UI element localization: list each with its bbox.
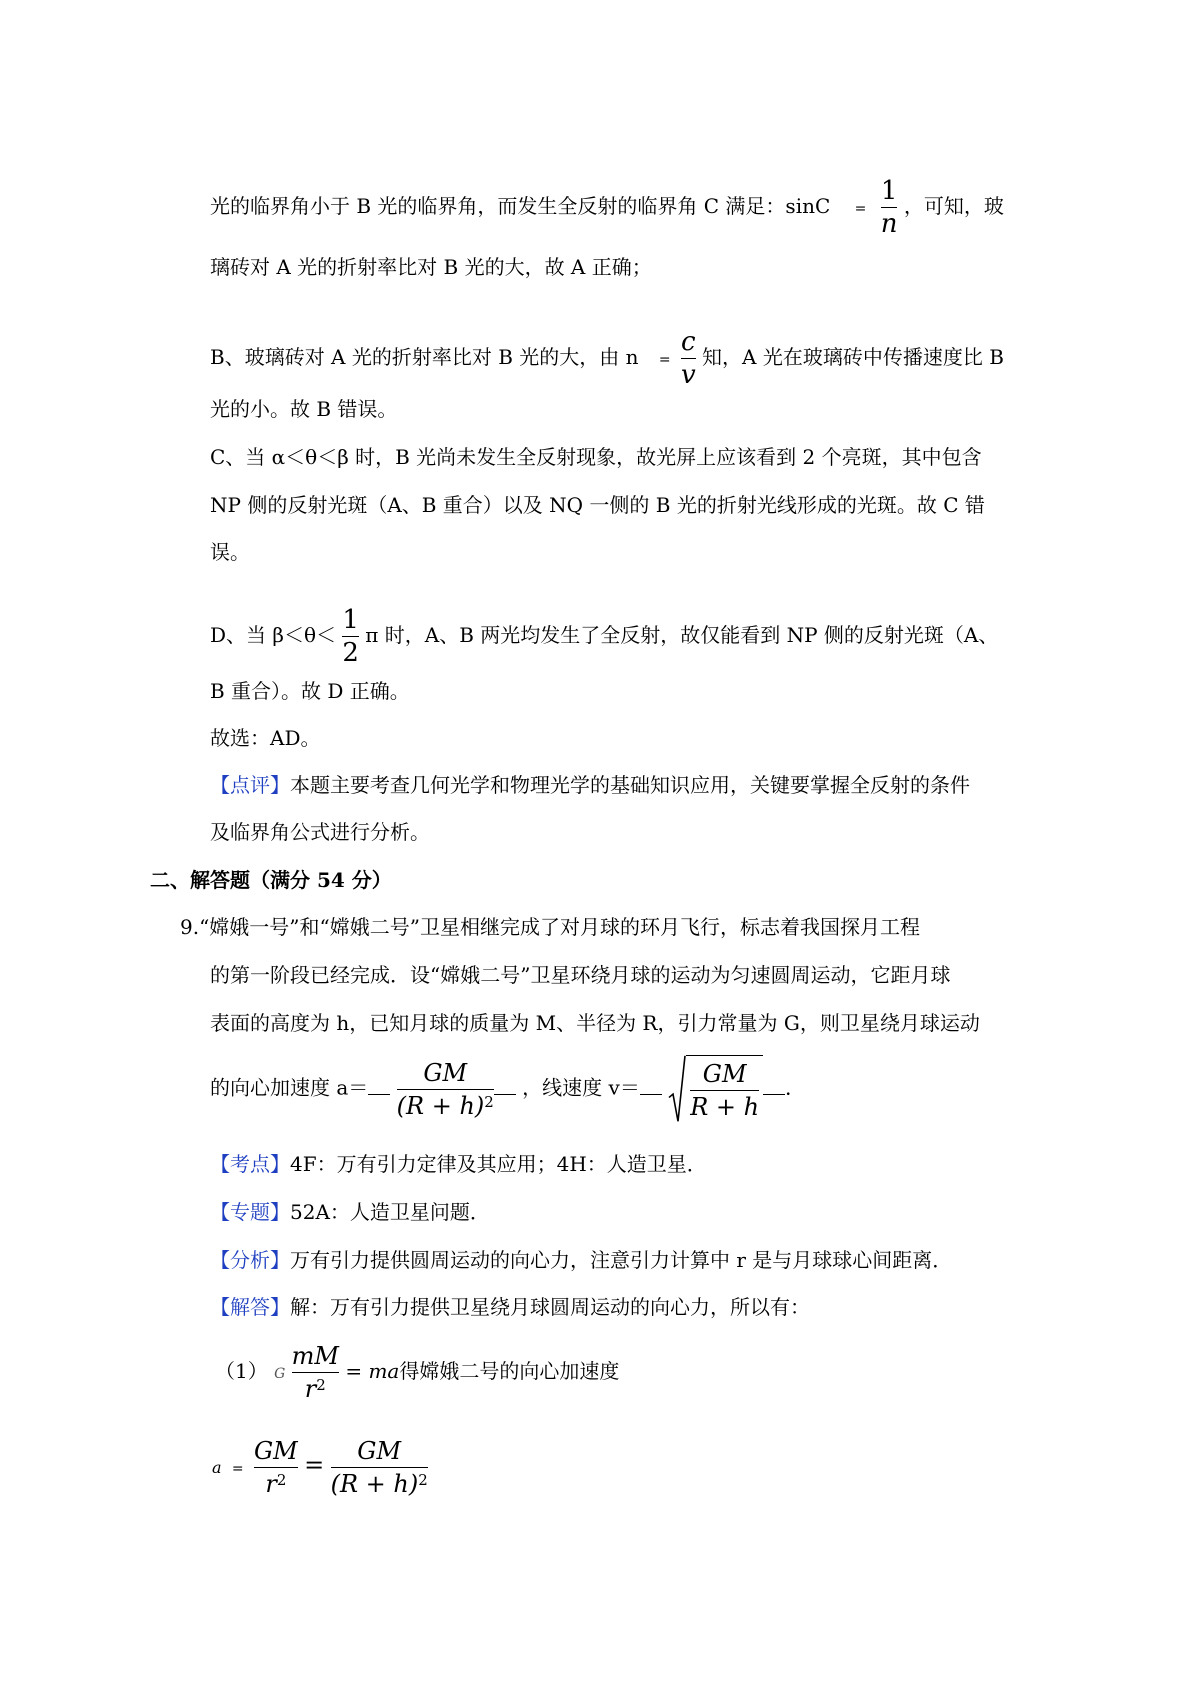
line-text: π 时，A、B 两光均发生了全反射，故仅能看到 NP 侧的反射光斑（A、 — [365, 623, 999, 647]
square-root — [668, 1055, 763, 1123]
jieda-line — [210, 1293, 810, 1321]
equation-rhs: = ma — [345, 1359, 400, 1383]
numerator: GM — [702, 1060, 747, 1088]
numerator: GM — [254, 1437, 298, 1465]
kaodian-text: 4F：万有引力定律及其应用；4H：人造卫星． — [290, 1152, 707, 1176]
line-text: D、当 β＜θ＜ — [210, 623, 336, 647]
fraction-mm-over-r2 — [292, 1340, 339, 1405]
line-text: 的向心加速度 a＝ — [210, 1075, 369, 1100]
acceleration-symbol: a — [212, 1458, 222, 1477]
comment-line-2: 及临界角公式进行分析。 — [210, 820, 430, 844]
numerator: c — [681, 327, 696, 357]
numerator: GM — [357, 1437, 402, 1465]
equals-sign: = — [658, 352, 671, 368]
denominator: R + h — [690, 1093, 760, 1121]
solution-line-3 — [210, 326, 1004, 391]
radical-icon — [668, 1055, 686, 1123]
zhuanti-text: 52A：人造卫星问题． — [290, 1200, 490, 1224]
denominator — [397, 1090, 494, 1122]
equation-text: 得嫦娥二号的向心加速度 — [399, 1359, 620, 1383]
section-heading: 二、解答题（满分 54 分） — [150, 868, 392, 892]
equation-2 — [212, 1435, 428, 1500]
fenxi-text: 万有引力提供圆周运动的向心力，注意引力计算中 r 是与月球球心间距离． — [290, 1248, 953, 1272]
line-text: ，线速度 v＝ — [522, 1075, 640, 1100]
solution-line-4: 光的小。故 B 错误。 — [210, 397, 398, 421]
numerator: 1 — [880, 176, 898, 206]
fenxi-tag: 【分析】 — [210, 1248, 290, 1272]
fraction-half — [342, 604, 359, 669]
line-text: B、玻璃砖对 A 光的折射率比对 B 光的大，由 n — [210, 345, 639, 369]
denominator — [254, 1468, 298, 1500]
comment-line-1 — [210, 771, 970, 799]
exponent: 2 — [276, 1471, 287, 1489]
question-9-line-1: 9.“嫦娥一号”和“嫦娥二号”卫星相继完成了对月球的环月飞行，标志着我国探月工程 — [180, 915, 920, 939]
line-text: 光的临界角小于 B 光的临界角，而发生全反射的临界角 C 满足：sinC — [210, 194, 831, 218]
denominator: n — [880, 209, 898, 239]
fraction-c-over-v — [681, 326, 696, 391]
exponent: 2 — [316, 1376, 326, 1394]
comment-tag: 【点评】 — [210, 773, 290, 797]
denominator: 2 — [342, 638, 359, 668]
kaodian-line — [210, 1150, 707, 1178]
denominator: v — [680, 360, 696, 390]
equation-label: （1） — [215, 1359, 268, 1383]
exponent: 2 — [418, 1471, 428, 1489]
fraction-gm-over-rh — [690, 1058, 759, 1123]
equals-sign: = — [854, 201, 867, 217]
solution-line-2: 璃砖对 A 光的折射率比对 B 光的大，故 A 正确； — [210, 255, 652, 279]
line-text: ． — [785, 1075, 806, 1100]
denominator-base: (R + h) — [396, 1091, 485, 1120]
question-9-line-4 — [210, 1055, 805, 1123]
line-text: ，可知，玻 — [903, 194, 1004, 218]
gravity-constant: G — [274, 1366, 286, 1382]
numerator: mM — [291, 1342, 339, 1370]
answer-choice: 故选：AD。 — [210, 726, 321, 750]
equals-sign: = — [304, 1451, 325, 1479]
equation-1 — [215, 1340, 619, 1405]
zhuanti-tag: 【专题】 — [210, 1200, 290, 1224]
fraction-1-over-n — [881, 175, 898, 240]
numerator: 1 — [342, 605, 359, 635]
fraction-gm-over-rh2 — [331, 1435, 428, 1500]
line-text: 知，A 光在玻璃砖中传播速度比 B — [702, 345, 1004, 369]
denominator — [292, 1373, 339, 1405]
option-c-line-1: C、当 α＜θ＜β 时，B 光尚未发生全反射现象，故光屏上应该看到 2 个亮斑，其中包含 — [210, 445, 982, 469]
option-d-line-2: B 重合）。故 D 正确。 — [210, 679, 410, 703]
comment-text: 本题主要考查几何光学和物理光学的基础知识应用，关键要掌握全反射的条件 — [290, 773, 970, 797]
denominator-base: r — [265, 1470, 277, 1498]
question-9-line-2: 的第一阶段已经完成．设“嫦娥二号”卫星环绕月球的运动为匀速圆周运动，它距月球 — [210, 963, 951, 987]
answer-blank — [640, 1094, 662, 1095]
answer-blank — [763, 1094, 785, 1095]
denominator-base: (R + h) — [330, 1470, 419, 1498]
equals-sign: = — [231, 1461, 244, 1477]
answer-blank — [368, 1094, 390, 1095]
fraction-gm-over-r2 — [254, 1435, 298, 1500]
kaodian-tag: 【考点】 — [210, 1152, 290, 1176]
zhuanti-line — [210, 1198, 490, 1226]
radicand — [686, 1055, 763, 1123]
option-c-line-2: NP 侧的反射光斑（A、B 重合）以及 NQ 一侧的 B 光的折射光线形成的光斑。故 C 错 — [210, 493, 985, 517]
option-d-line-1 — [210, 604, 998, 669]
solution-line-1 — [210, 175, 1004, 240]
jieda-tag: 【解答】 — [210, 1295, 290, 1319]
jieda-text: 解：万有引力提供卫星绕月球圆周运动的向心力，所以有： — [290, 1295, 810, 1319]
numerator: GM — [423, 1058, 468, 1087]
denominator — [331, 1468, 428, 1500]
question-9-line-3: 表面的高度为 h，已知月球的质量为 M、半径为 R，引力常量为 G，则卫星绕月球运动 — [210, 1011, 980, 1035]
fenxi-line — [210, 1246, 952, 1274]
exponent: 2 — [484, 1092, 494, 1111]
fraction-gm-over-rh2 — [397, 1057, 494, 1122]
answer-blank — [494, 1094, 516, 1095]
option-c-line-3: 误。 — [210, 540, 250, 564]
denominator-base: r — [304, 1375, 317, 1403]
